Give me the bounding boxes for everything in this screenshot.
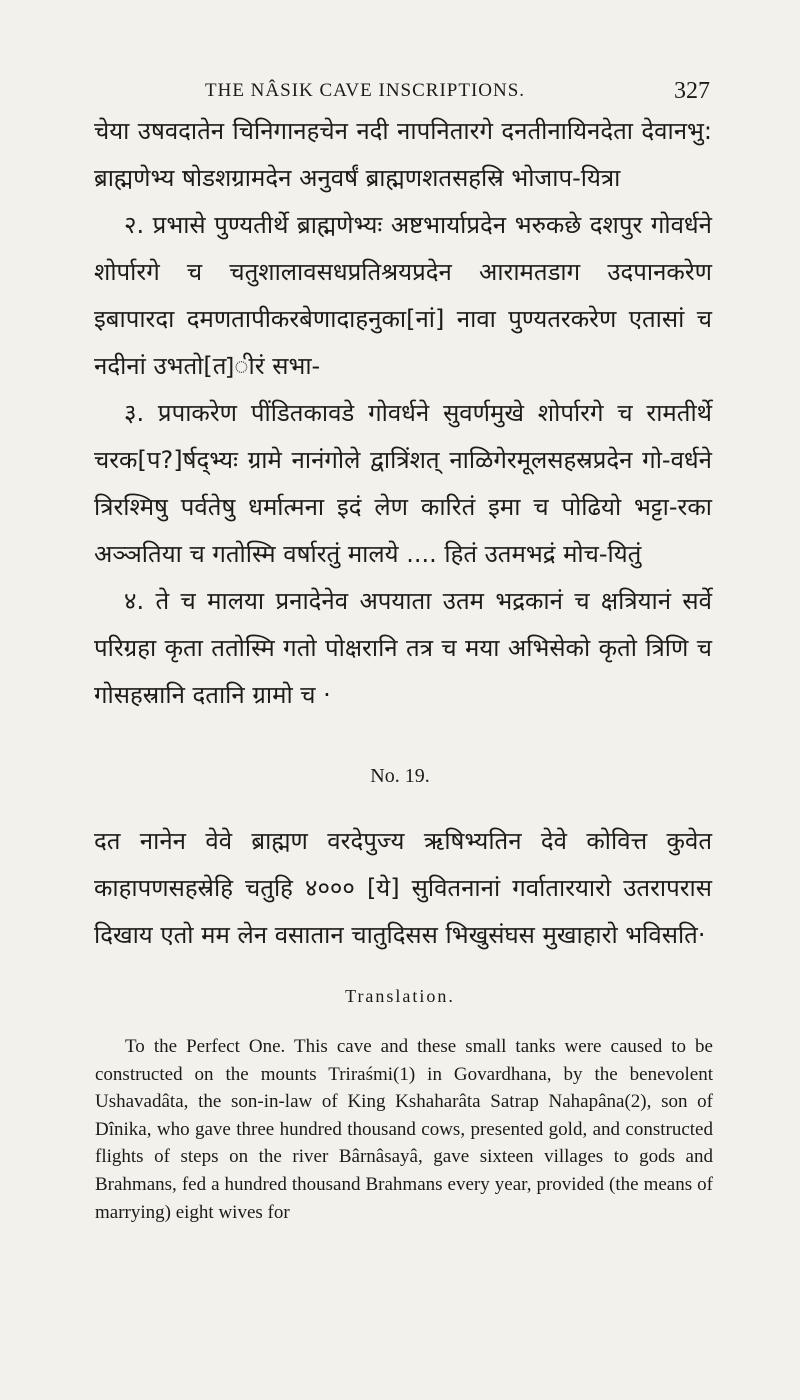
translation-text: To the Perfect One. This cave and these small tanks were caused to be constructed on the mounts Triraśmi(1) in Govardhana, by the benevolent Ushavadâta, the son-in-law of King Kshaharâta Satrap Nahapâna(2), son of Dînika, who gave three hundred thousand cows, presented gold, and constructed flights of steps on the river Bârnâsayâ, gave sixteen villages to gods and Brahmans, fed a hundred thousand Brahmans every year, provided (the means of marrying) eight wives for — [95, 1036, 713, 1223]
page-number: 327 — [674, 78, 710, 104]
inscription-paragraph-2: २. प्रभासे पुण्यतीर्थे ब्राह्मणेभ्यः अष्टभार्याप्रदेन भरुकछे दशपुर गोवर्धने शोर्पारगे च चतुशालावसधप्रतिश्रयप्रदेन आरामतडाग उदपानकरेण इबापारदा दमणतापीकरबेणादाहनुका[नां] नावा पुण्यतरकरेण एतासां च नदीनां उभतो[त]ीरं सभा- — [94, 211, 712, 380]
page-header — [95, 80, 710, 110]
inscription-paragraph-3: ३. प्रपाकरेण पींडितकावडे गोवर्धने सुवर्णमुखे शोर्पारगे च रामतीर्थे चरक[प?]र्षद्भ्यः ग्रामे नानंगोले द्वात्रिंशत् नाळिगेरमूलसहस्रप्रदेन गो-वर्धने त्रिरश्मिषु पर्वतेषु धर्मात्मना इदं लेण कारितं इमा च पोढियो भट्टा-रका अञ्ञतिया च गतोस्मि वर्षारतुं मालये .... हितं उतमभद्रं मोच-यितुं — [94, 399, 712, 568]
inscription-19-text: दत नानेन वेवे ब्राह्मण वरदेपुज्य ऋषिभ्यतिन देवे कोवित्त कुवेत काहापणसहस्रेहि चतुहि ४००० [ये] सुवितनानां गर्वातारयारो उतरापरास दिखाय एतो मम लेन वसातान चातुदिसस भिखुसंघस मुखाहारो भविसति· — [94, 827, 712, 949]
inscription-text-2 — [94, 818, 712, 959]
translation-heading: Translation. — [345, 986, 455, 1006]
inscription-paragraph-4: ४. ते च मालया प्रनादेनेव अपयाता उतम भद्रकानं च क्षत्रियानं सर्वे परिग्रहा कृता ततोस्मि गतो पोक्षरानि तत्र च मया अभिसेको कृतो त्रिणि च गोसहस्रानि दतानि ग्रामो च · — [94, 587, 712, 709]
inscription-number: No. 19. — [370, 765, 430, 787]
running-title: THE NÂSIK CAVE INSCRIPTIONS. — [205, 80, 526, 101]
inscription-text — [94, 108, 712, 719]
inscription-line-0: चेया उषवदातेन चिनिगानहचेन नदी नापनितारगे दनतीनायिनदेता देवानभु: ब्राह्मणेभ्य षोडशग्रामदेन अनुवर्षं ब्राह्मणशतसहस्रि भोजाप-यित्रा — [94, 117, 712, 192]
